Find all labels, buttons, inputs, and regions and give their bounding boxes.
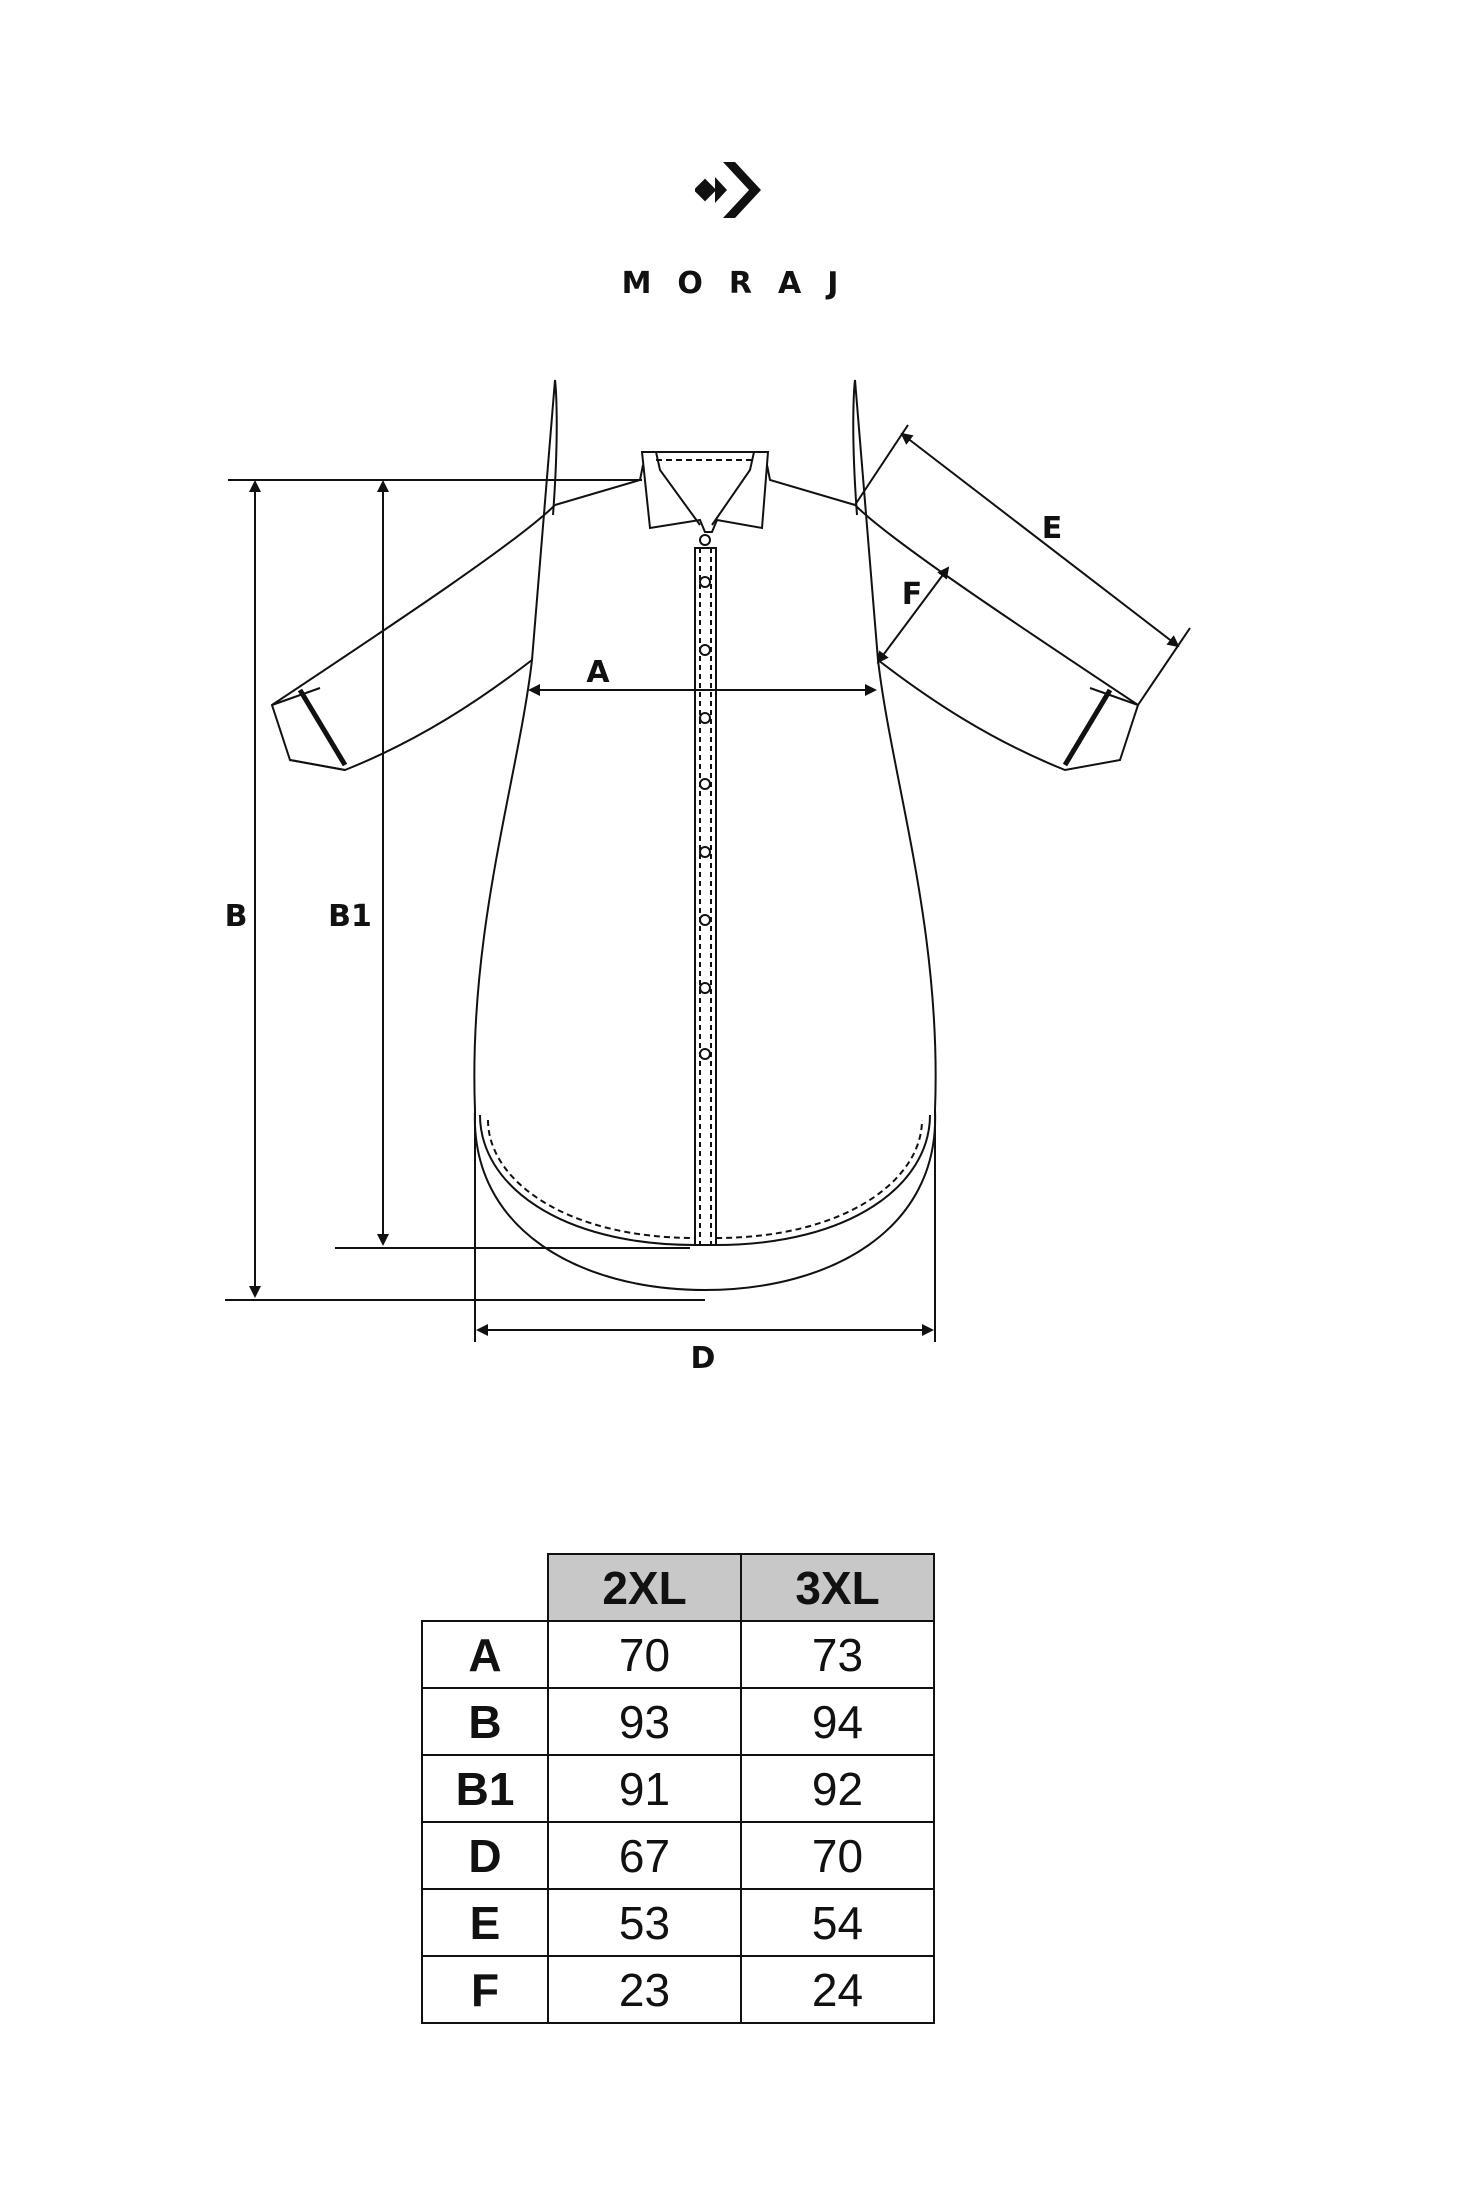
dimension-labels bbox=[225, 511, 1063, 1376]
collar bbox=[642, 452, 768, 532]
button bbox=[700, 645, 710, 655]
button bbox=[700, 577, 710, 587]
table-cell: 70 bbox=[548, 1621, 741, 1688]
table-cell: 91 bbox=[548, 1755, 741, 1822]
dimension-lines bbox=[225, 425, 1190, 1342]
row-label: B1 bbox=[422, 1755, 548, 1822]
label-b1: B1 bbox=[328, 899, 372, 934]
table-row bbox=[422, 1688, 934, 1755]
label-e: E bbox=[1041, 511, 1063, 546]
size-table bbox=[421, 1553, 935, 2024]
table-row bbox=[422, 1889, 934, 1956]
table-cell: 70 bbox=[741, 1822, 934, 1889]
row-label: F bbox=[422, 1956, 548, 2023]
brand-name: MORAJ bbox=[621, 266, 865, 301]
table-cell: 53 bbox=[548, 1889, 741, 1956]
column-header-2xl: 2XL bbox=[548, 1554, 741, 1621]
table-row bbox=[422, 1755, 934, 1822]
table-cell: 93 bbox=[548, 1688, 741, 1755]
left-sleeve bbox=[272, 505, 555, 770]
row-label: D bbox=[422, 1822, 548, 1889]
dimension-line-e bbox=[902, 434, 1178, 646]
table-cell: 92 bbox=[741, 1755, 934, 1822]
row-label: B bbox=[422, 1688, 548, 1755]
button bbox=[700, 983, 710, 993]
table-cell: 24 bbox=[741, 1956, 934, 2023]
table-corner bbox=[422, 1554, 548, 1621]
button bbox=[700, 713, 710, 723]
label-d: D bbox=[690, 1341, 716, 1376]
column-header-3xl: 3XL bbox=[741, 1554, 934, 1621]
table-cell: 67 bbox=[548, 1822, 741, 1889]
button bbox=[700, 779, 710, 789]
table-cell: 94 bbox=[741, 1688, 934, 1755]
table-cell: 23 bbox=[548, 1956, 741, 2023]
button bbox=[700, 535, 710, 545]
size-table-header bbox=[422, 1554, 934, 1621]
table-row bbox=[422, 1621, 934, 1688]
label-b: B bbox=[224, 899, 248, 934]
table-cell: 54 bbox=[741, 1889, 934, 1956]
label-f: F bbox=[901, 577, 923, 612]
table-row bbox=[422, 1822, 934, 1889]
button bbox=[700, 1049, 710, 1059]
button bbox=[700, 847, 710, 857]
row-label: A bbox=[422, 1621, 548, 1688]
back-hem bbox=[475, 1110, 935, 1290]
buttons bbox=[700, 535, 710, 1059]
button bbox=[700, 915, 710, 925]
label-a: A bbox=[586, 655, 610, 690]
row-label: E bbox=[422, 1889, 548, 1956]
table-row bbox=[422, 1956, 934, 2023]
table-cell: 73 bbox=[741, 1621, 934, 1688]
front-hem bbox=[480, 1115, 930, 1245]
